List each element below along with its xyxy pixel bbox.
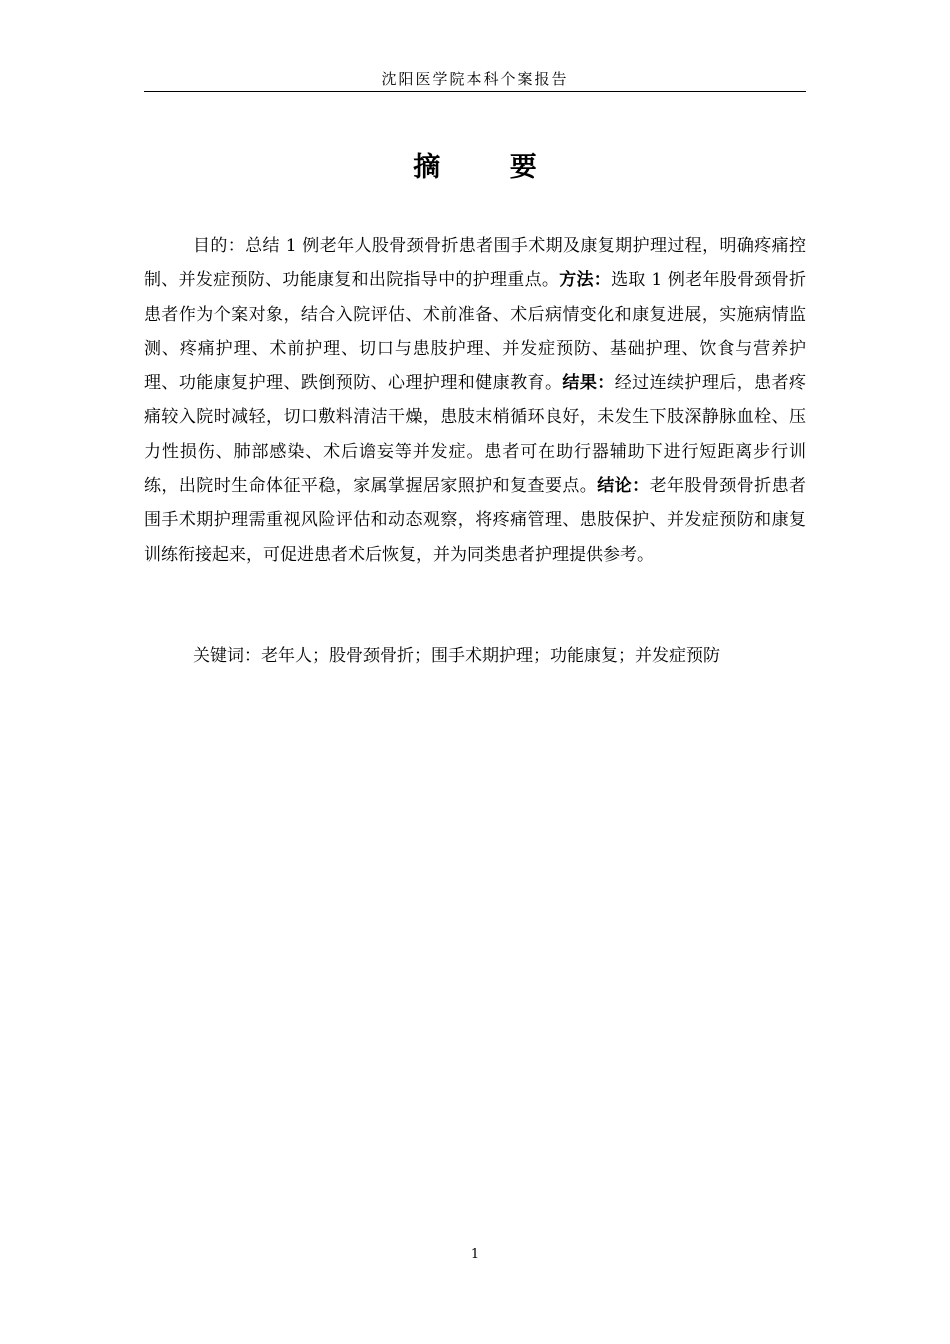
objective-label: 目的： (193, 236, 246, 256)
running-header: 沈阳医学院本科个案报告 (381, 70, 569, 88)
methods-label: 方法： (559, 270, 612, 291)
results-label: 结果： (562, 373, 615, 394)
abstract-title: 摘 要 (413, 152, 567, 183)
header-divider (144, 91, 806, 92)
results-text: 经过连续护理后，患者疼痛较入院时减轻，切口敷料清洁干燥，患肢末梢循环良好，未发生下肢深静脉血栓、压力性损伤、肺部感染、术后谵妄等并发症。患者可在助行器辅助下进行短距离步行训练，出院时生命体征平稳，家属掌握居家照护和复查要点。 (144, 373, 807, 497)
conclusion-label: 结论： (597, 476, 650, 497)
objective-text: 总结 1 例老年人股骨颈骨折患者围手术期及康复期护理过程，明确疼痛控制、并发症预防、功能康复和出院指导中的护理重点。 (144, 236, 807, 291)
keywords-label: 关键词： (193, 646, 261, 666)
page-number: 1 (470, 1247, 480, 1262)
methods-text: 选取 1 例老年股骨颈骨折患者作为个案对象，结合入院评估、术前准备、术后病情变化和康复进展，实施病情监测、疼痛护理、术前护理、切口与患肢护理、并发症预防、基础护理、饮食与营养护理、功能康复护理、跌倒预防、心理护理和健康教育。 (144, 270, 807, 394)
conclusion-text: 老年股骨颈骨折患者围手术期护理需重视风险评估和动态观察，将疼痛管理、患肢保护、并发症预防和康复训练衔接起来，可促进患者术后恢复，并为同类患者护理提供参考。 (144, 476, 807, 565)
keywords-line (144, 639, 806, 673)
keywords-text: 老年人；股骨颈骨折；围手术期护理；功能康复；并发症预防 (261, 646, 720, 666)
abstract-body (144, 229, 806, 572)
